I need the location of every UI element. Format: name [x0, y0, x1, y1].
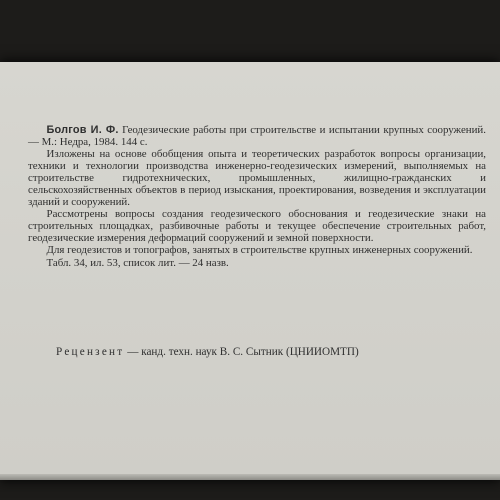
- stats-line: Табл. 34, ил. 53, список лит. — 24 назв.: [46, 256, 229, 269]
- citation-text: Геодезические работы при строительстве и испытании крупных сооружений. — М.: Недра, 1984. 144 с.: [28, 124, 486, 149]
- citation-paragraph: [28, 124, 486, 148]
- audience-paragraph: Для геодезистов и топографов, занятых в строительстве крупных инженерных сооружений.: [46, 244, 473, 257]
- abstract-paragraph-2: Рассмотрены вопросы создания геодезического обоснования и геодезические знаки на строительных площадках, разбивочные работы и текущее обеспечение строительных работ, геодезические измерения деформаций сооружений и земной поверхности.: [28, 208, 486, 245]
- author-name: Болгов И. Ф.: [46, 124, 119, 136]
- reviewer-text: — канд. техн. наук В. С. Сытник (ЦНИИОМТП): [127, 346, 359, 358]
- abstract-paragraph-1: Изложены на основе обобщения опыта и теоретических разработок вопросы организации, техники и технологии производства инженерно-геодезических измерений, выполняемых на строительстве гидротехнических, промышленных, жилищно-гражданских и сельскохозяйственных объектов в период изыскания, проектирования, возведения и эксплуатации зданий и сооружений.: [28, 148, 486, 209]
- page-edge: [0, 474, 500, 480]
- reviewer-line: [56, 346, 359, 358]
- book-annotation: [28, 124, 486, 269]
- reviewer-label: Рецензент: [56, 346, 125, 358]
